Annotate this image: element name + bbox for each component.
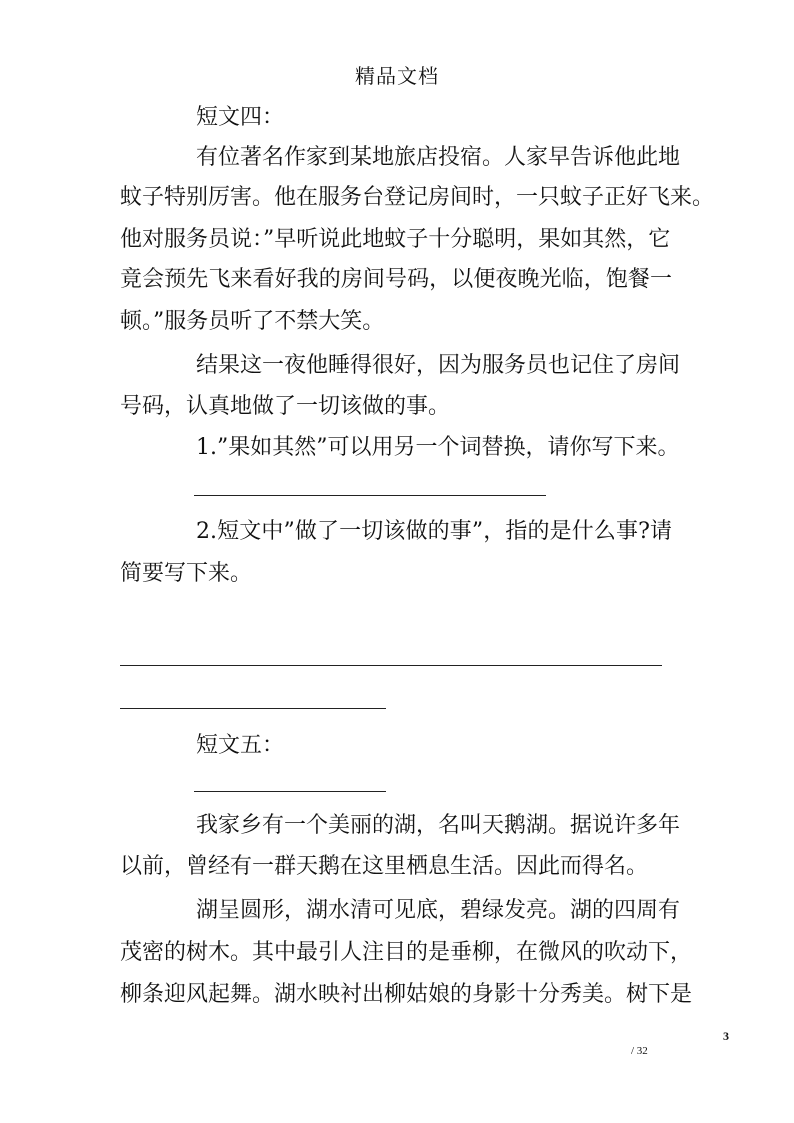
section-4-para1-line: 蚊子特别厉害。他在服务台登记房间时，一只蚊子正好飞来。 — [120, 185, 715, 210]
section-4-heading: 短文四： — [196, 105, 285, 130]
page-header-title: 精品文档 — [355, 64, 439, 88]
answer-line[interactable] — [120, 708, 386, 709]
question-1: 1.”果如其然”可以用另一个词替换，请你写下来。 — [196, 435, 680, 460]
section-5-para2-line: 茂密的树木。其中最引人注目的是垂柳，在微风的吹动下， — [120, 940, 693, 965]
section-4-para1-line: 有位著名作家到某地旅店投宿。人家早告诉他此地 — [196, 145, 681, 170]
answer-line[interactable] — [194, 495, 546, 496]
section-4-para2-line: 号码，认真地做了一切该做的事。 — [120, 394, 451, 419]
section-4-para1-line: 他对服务员说：”早听说此地蚊子十分聪明，果如其然，它 — [120, 227, 671, 252]
answer-line[interactable] — [120, 665, 662, 666]
section-5-heading: 短文五： — [196, 733, 285, 758]
section-5-para2-line: 湖呈圆形，湖水清可见底，碧绿发亮。湖的四周有 — [196, 898, 681, 923]
section-5-para2-line: 柳条迎风起舞。湖水映衬出柳姑娘的身影十分秀美。树下是 — [120, 982, 693, 1007]
section-5-para1-line: 以前，曾经有一群天鹅在这里栖息生活。因此而得名。 — [120, 854, 649, 879]
question-2-line: 2.短文中”做了一切该做的事”，指的是什么事?请 — [196, 519, 672, 544]
section-4-para1-line: 顿。”服务员听了不禁大笑。 — [120, 309, 385, 334]
section-4-para2-line: 结果这一夜他睡得很好，因为服务员也记住了房间 — [196, 353, 681, 378]
section-4-para1-line: 竟会预先飞来看好我的房间号码，以便夜晚光临，饱餐一 — [120, 267, 672, 292]
question-2-line: 简要写下来。 — [120, 561, 253, 586]
page-number: 3 — [723, 1029, 729, 1043]
answer-line[interactable] — [194, 791, 386, 792]
page-total: / 32 — [631, 1045, 648, 1057]
section-5-para1-line: 我家乡有一个美丽的湖，名叫天鹅湖。据说许多年 — [196, 813, 681, 838]
